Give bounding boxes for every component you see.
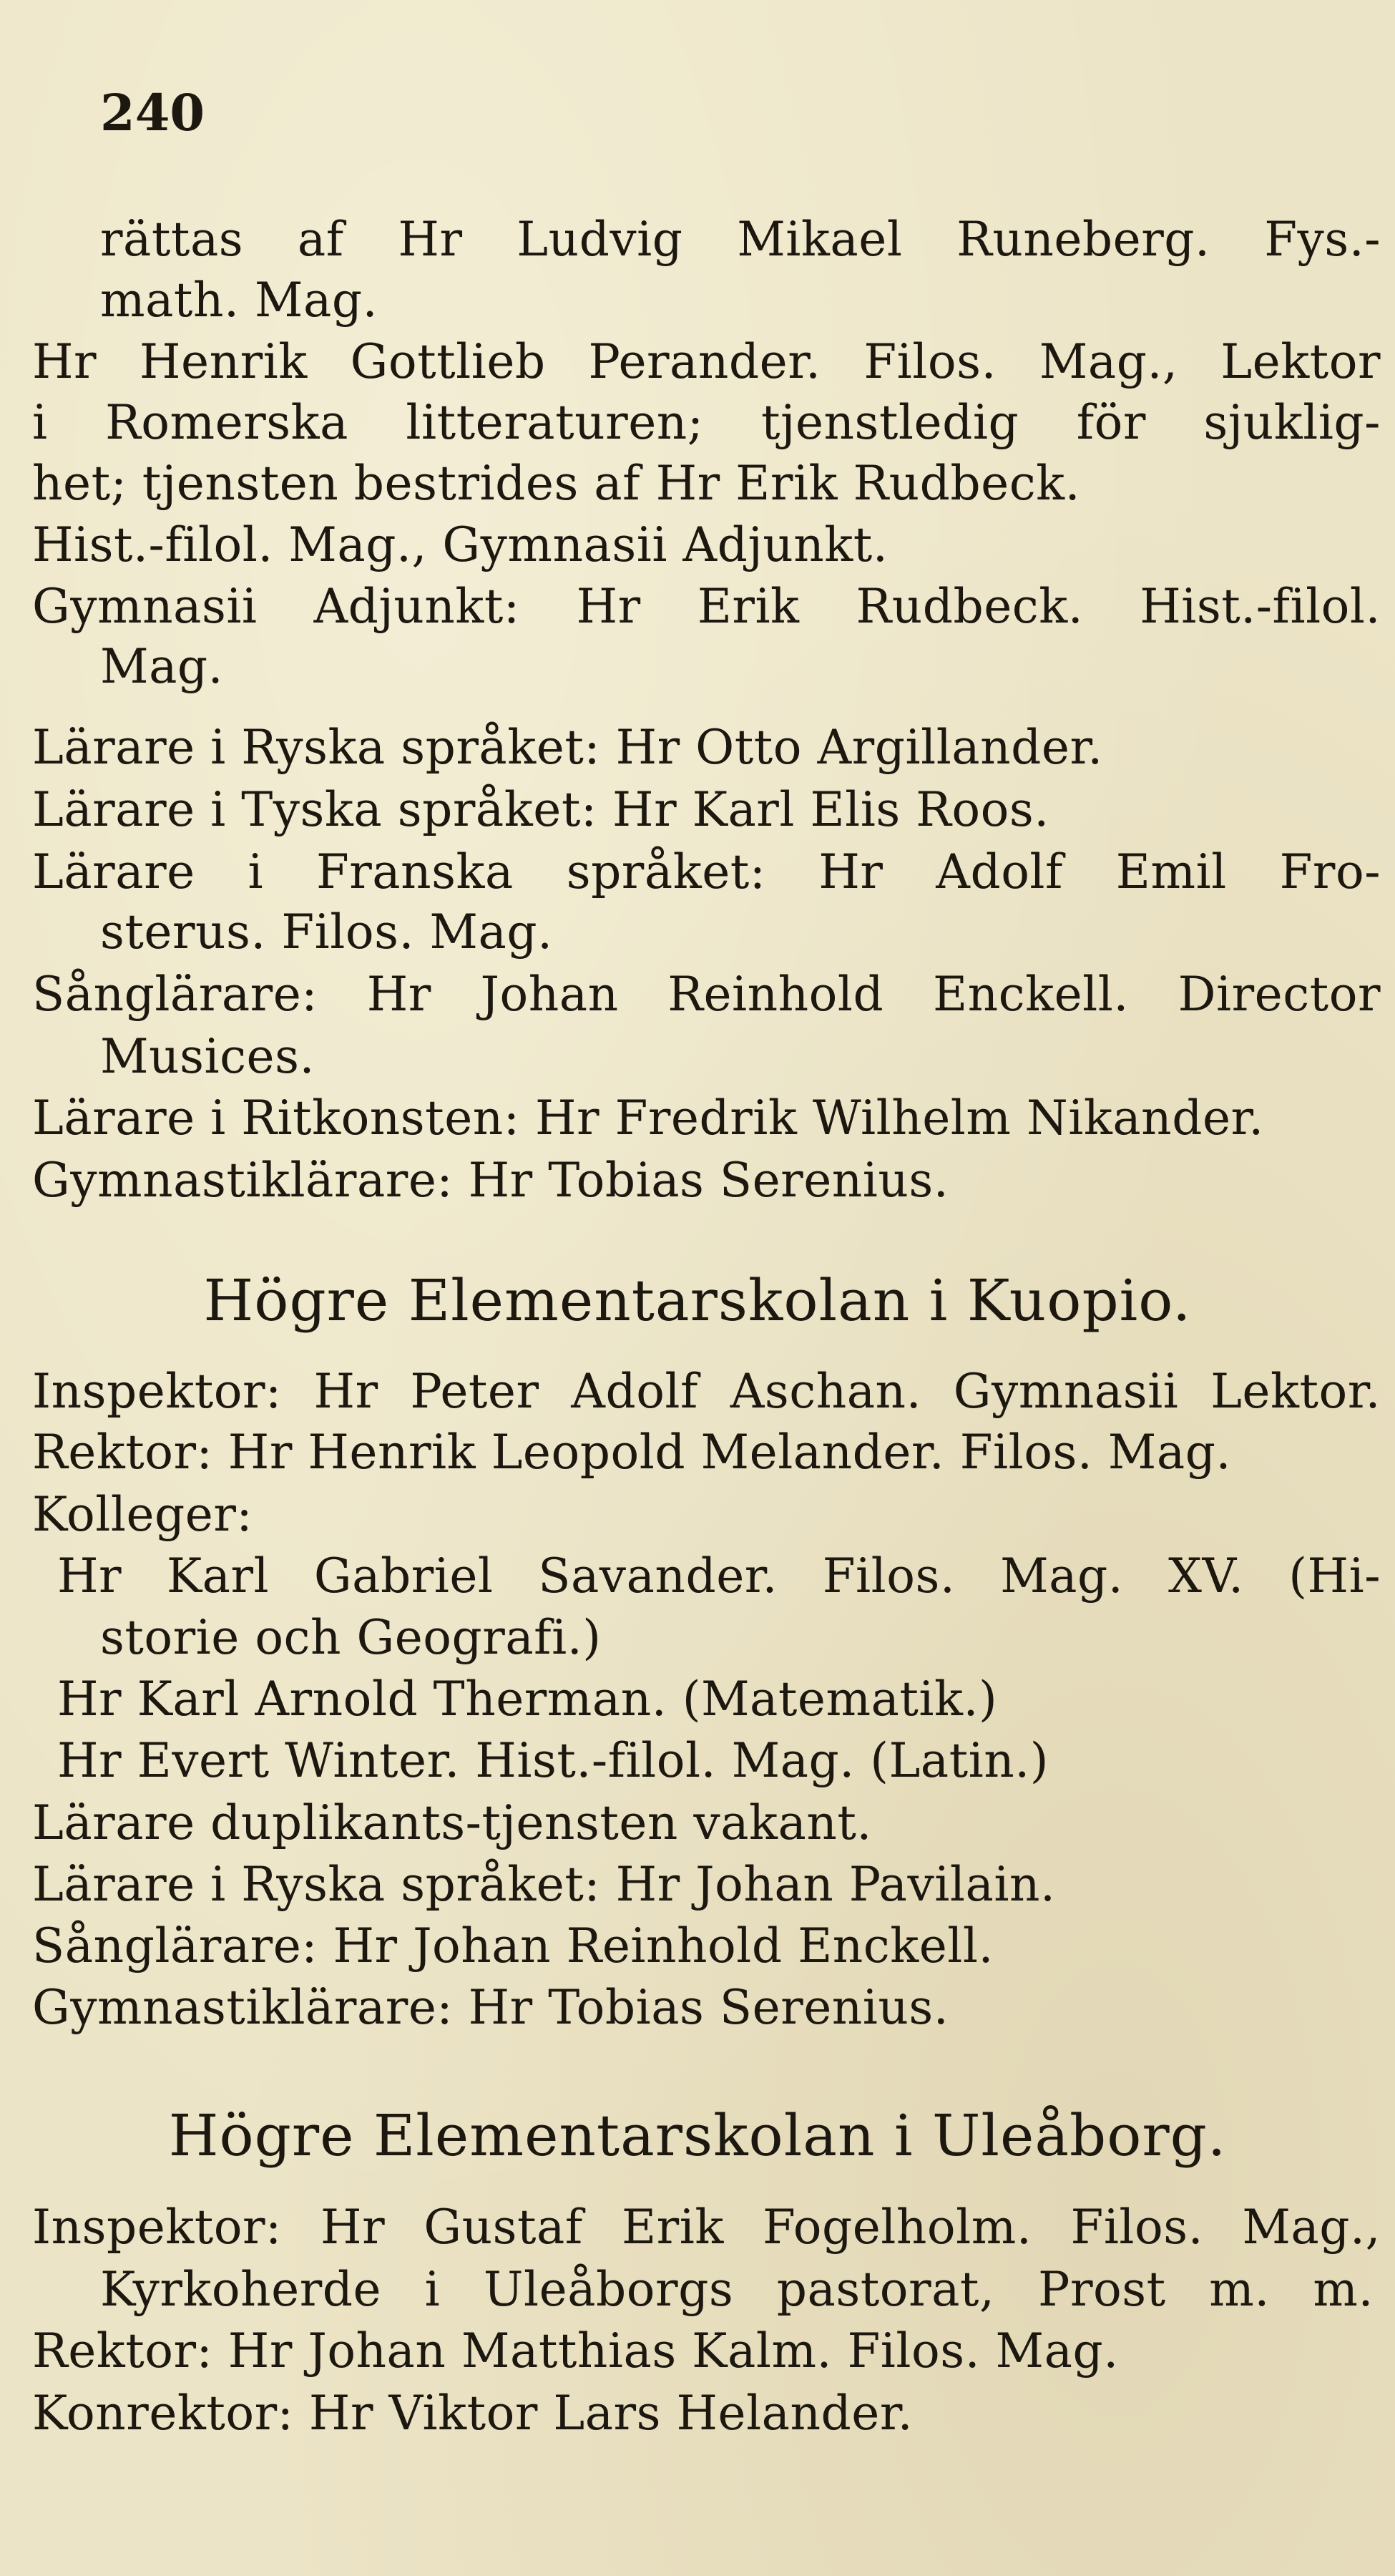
section-heading-uleaborg: Högre Elementarskolan i Uleåborg. [168,2102,1227,2169]
text-line: Lärare i Ritkonsten: Hr Fredrik Wilhelm Nikander. [32,1091,1264,1146]
text-line: Gymnastiklärare: Hr Tobias Serenius. [32,1153,949,1208]
text-line: Hr Henrik Gottlieb Perander. Filos. Mag., Lektor [32,334,1381,389]
text-line: Hr Evert Winter. Hist.-filol. Mag. (Latin.) [57,1733,1049,1788]
text-line: het; tjensten bestrides af Hr Erik Rudbeck. [32,456,1081,511]
text-line: math. Mag. [100,273,378,328]
text-line: Lärare duplikants-tjensten vakant. [32,1795,872,1850]
text-line: Gymnasii Adjunkt: Hr Erik Rudbeck. Hist.-filol. [32,579,1381,634]
text-line: i Romerska litteraturen; tjenstledig för sjuklig- [32,395,1381,450]
text-line: Mag. [100,639,224,694]
text-line: Hist.-filol. Mag., Gymnasii Adjunkt. [32,517,889,572]
text-line: storie och Geografi.) [100,1610,602,1665]
text-line: Sånglärare: Hr Johan Reinhold Enckell. Director [32,967,1381,1022]
text-line: Rektor: Hr Henrik Leopold Melander. Filos. Mag. [32,1425,1231,1480]
text-line: Kyrkoherde i Uleåborgs pastorat, Prost m. m. [100,2262,1374,2317]
text-line: Lärare i Ryska språket: Hr Otto Argillander. [32,720,1103,775]
text-line: Sånglärare: Hr Johan Reinhold Enckell. [32,1918,994,1974]
text-line: Inspektor: Hr Peter Adolf Aschan. Gymnasii Lektor. [32,1364,1381,1419]
text-line: Inspektor: Hr Gustaf Erik Fogelholm. Filos. Mag., [32,2200,1381,2255]
text-line: Lärare i Franska språket: Hr Adolf Emil Fro- [32,844,1381,899]
section-heading-kuopio: Högre Elementarskolan i Kuopio. [203,1267,1192,1334]
text-line: Hr Karl Arnold Therman. (Matematik.) [57,1672,998,1727]
text-line: Lärare i Tyska språket: Hr Karl Elis Roos. [32,782,1049,837]
text-line: sterus. Filos. Mag. [100,904,553,960]
text-line: Kolleger: [32,1487,253,1542]
text-line: Musices. [100,1029,315,1084]
text-line: Rektor: Hr Johan Matthias Kalm. Filos. Mag. [32,2323,1119,2379]
text-line: Konrektor: Hr Viktor Lars Helander. [32,2386,914,2441]
text-line: rättas af Hr Ludvig Mikael Runeberg. Fys.- [100,212,1381,267]
text-line: Hr Karl Gabriel Savander. Filos. Mag. XV. (Hi- [57,1548,1381,1604]
page-number: 240 [100,83,205,142]
text-line: Lärare i Ryska språket: Hr Johan Pavilain. [32,1857,1056,1912]
text-line: Gymnastiklärare: Hr Tobias Serenius. [32,1980,949,2035]
